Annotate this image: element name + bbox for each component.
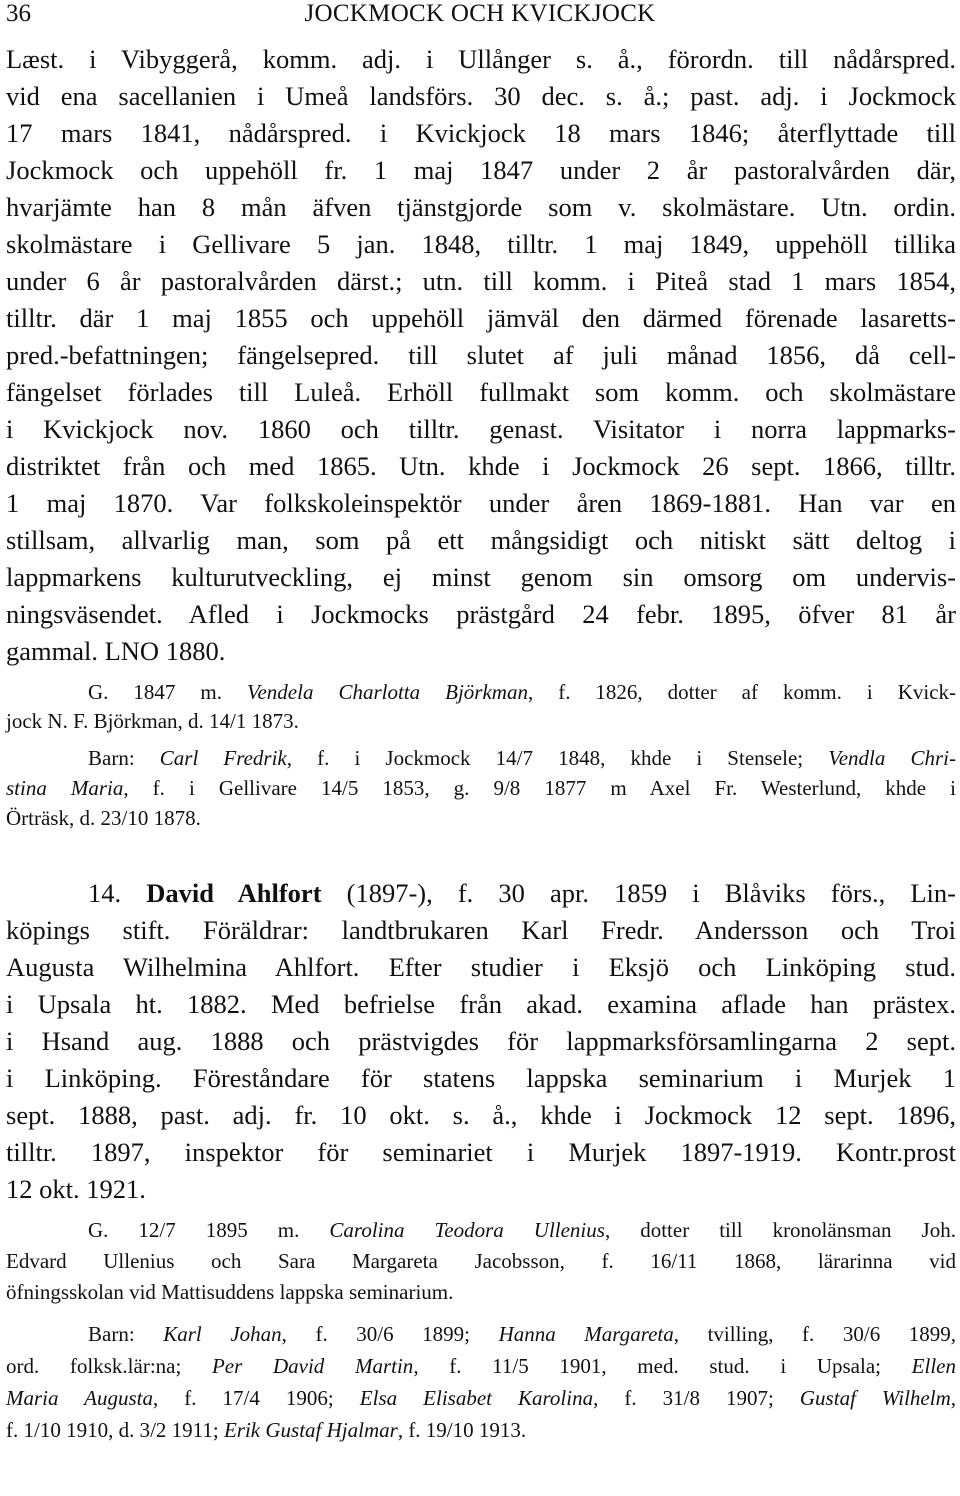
marriage-details: , dotter till kronolänsman Joh.	[604, 1218, 956, 1242]
entry-heading	[88, 878, 956, 908]
text-line: stillsam, allvarlig man, som på ett mångsidigt och nitiskt sätt deltog i	[6, 525, 956, 555]
text-line: hvarjämte han 8 mån äfven tjänstgjorde som v. skolmästare. Utn. ordin.	[6, 192, 956, 222]
person-name: David Ahlfort	[146, 878, 322, 908]
child-name: Karl Johan	[163, 1322, 282, 1346]
entry-number: 14.	[88, 878, 147, 908]
child-name: Gustaf Wilhelm	[799, 1386, 951, 1410]
text-line: Augusta Wilhelmina Ahlfort. Efter studier i Eksjö och Linköping stud.	[6, 952, 956, 982]
page-number: 36	[6, 0, 31, 27]
children-line: Örträsk, d. 23/10 1878.	[6, 806, 201, 830]
child-details: , f. 31/8 1907;	[593, 1386, 800, 1410]
child-name: Erik Gustaf Hjalmar	[223, 1418, 398, 1442]
child-name: Carl Fredrik	[159, 746, 287, 770]
text-line: distriktet från och med 1865. Utn. khde i Jockmock 26 sept. 1866, tilltr.	[6, 451, 956, 481]
marriage-prefix: G. 12/7 1895 m.	[88, 1218, 330, 1242]
child-details: , f. 19/10 1913.	[397, 1418, 527, 1442]
children-line	[6, 1354, 956, 1378]
child-name: Per David Martin	[211, 1354, 414, 1378]
children-prefix: Barn:	[88, 1322, 164, 1346]
marriage-line	[88, 680, 956, 704]
marriage-line	[88, 1218, 956, 1242]
marriage-details: , f. 1826, dotter af komm. i Kvick-	[527, 680, 957, 704]
child-details: , f. i Gellivare 14/5 1853, g. 9/8 1877 m Axel Fr. Westerlund, khde i	[123, 776, 956, 800]
text-line: Jockmock och uppehöll fr. 1 maj 1847 under 2 år pastoralvården där,	[6, 155, 956, 185]
text-line: 12 okt. 1921.	[6, 1174, 146, 1204]
text-line: lappmarkens kulturutveckling, ej minst genom sin omsorg om undervis-	[6, 562, 956, 592]
spouse-name: Vendela Charlotta Björkman	[246, 680, 528, 704]
child-details: , tvilling, f. 30/6 1899,	[673, 1322, 957, 1346]
child-details: ord. folksk.lär:na;	[6, 1354, 212, 1378]
text-line: 1 maj 1870. Var folkskoleinspektör under åren 1869-1881. Han var en	[6, 488, 956, 518]
text-line: under 6 år pastoralvården därst.; utn. till komm. i Piteå stad 1 mars 1854,	[6, 266, 956, 296]
spouse-name: Carolina Teodora Ullenius	[329, 1218, 605, 1242]
child-details: , f. 11/5 1901, med. stud. i Upsala;	[413, 1354, 912, 1378]
entry-intro: (1897-), f. 30 apr. 1859 i Blåviks förs., Lin-	[321, 878, 956, 908]
child-details: , f. 30/6 1899;	[281, 1322, 499, 1346]
text-line: tilltr. 1897, inspektor för seminariet i Murjek 1897-1919. Kontr.prost	[6, 1137, 956, 1167]
text-line: fängelset förlades till Luleå. Erhöll fullmakt som komm. och skolmästare	[6, 377, 956, 407]
marriage-line: jock N. F. Björkman, d. 14/1 1873.	[6, 709, 299, 733]
children-line	[88, 746, 956, 770]
child-name: Ellen	[911, 1354, 956, 1378]
text-line: sept. 1888, past. adj. fr. 10 okt. s. å., khde i Jockmock 12 sept. 1896,	[6, 1100, 956, 1130]
child-details: , f. 17/4 1906;	[153, 1386, 360, 1410]
marriage-prefix: G. 1847 m.	[88, 680, 247, 704]
child-details: , f. i Jockmock 14/7 1848, khde i Stensele;	[286, 746, 829, 770]
running-title: JOCKMOCK OCH KVICKJOCK	[304, 0, 656, 27]
text-line: Læst. i Vibyggerå, komm. adj. i Ullånger s. å., förordn. till nådårspred.	[6, 44, 956, 74]
children-prefix: Barn:	[88, 746, 160, 770]
text-line: ningsväsendet. Afled i Jockmocks prästgård 24 febr. 1895, öfver 81 år	[6, 599, 956, 629]
children-line	[88, 1322, 956, 1346]
children-line	[6, 776, 956, 800]
text-line: pred.-befattningen; fängelsepred. till slutet af juli månad 1856, då cell-	[6, 340, 956, 370]
text-line: i Kvickjock nov. 1860 och tilltr. genast. Visitator i norra lappmarks-	[6, 414, 956, 444]
children-line	[6, 1418, 956, 1442]
children-line	[6, 1386, 956, 1410]
text-line: vid ena sacellanien i Umeå landsförs. 30 dec. s. å.; past. adj. i Jockmock	[6, 81, 956, 111]
page-header	[0, 0, 960, 30]
child-name: Vendla Chri-	[828, 746, 956, 770]
child-details: ,	[950, 1386, 957, 1410]
child-name: Maria Augusta	[6, 1386, 153, 1410]
text-line: tilltr. där 1 maj 1855 och uppehöll jämväl den därmed förenade lasaretts-	[6, 303, 956, 333]
text-line: gammal. LNO 1880.	[6, 636, 226, 666]
text-line: 17 mars 1841, nådårspred. i Kvickjock 18 mars 1846; återflyttade till	[6, 118, 956, 148]
marriage-line: öfningsskolan vid Mattisuddens lappska seminarium.	[6, 1280, 454, 1304]
child-name: Hanna Margareta	[498, 1322, 674, 1346]
child-name: Elsa Elisabet Karolina	[359, 1386, 594, 1410]
child-details: f. 1/10 1910, d. 3/2 1911;	[6, 1418, 224, 1442]
text-line: skolmästare i Gellivare 5 jan. 1848, tilltr. 1 maj 1849, uppehöll tillika	[6, 229, 956, 259]
text-line: i Upsala ht. 1882. Med befrielse från akad. examina aflade han prästex.	[6, 989, 956, 1019]
text-line: köpings stift. Föräldrar: landtbrukaren Karl Fredr. Andersson och Troi	[6, 915, 956, 945]
text-line: i Hsand aug. 1888 och prästvigdes för lappmarksförsamlingarna 2 sept.	[6, 1026, 956, 1056]
marriage-line: Edvard Ullenius och Sara Margareta Jacobsson, f. 16/11 1868, lärarinna vid	[6, 1249, 956, 1273]
child-name: stina Maria	[6, 776, 124, 800]
text-line: i Linköping. Föreståndare för statens lappska seminarium i Murjek 1	[6, 1063, 956, 1093]
